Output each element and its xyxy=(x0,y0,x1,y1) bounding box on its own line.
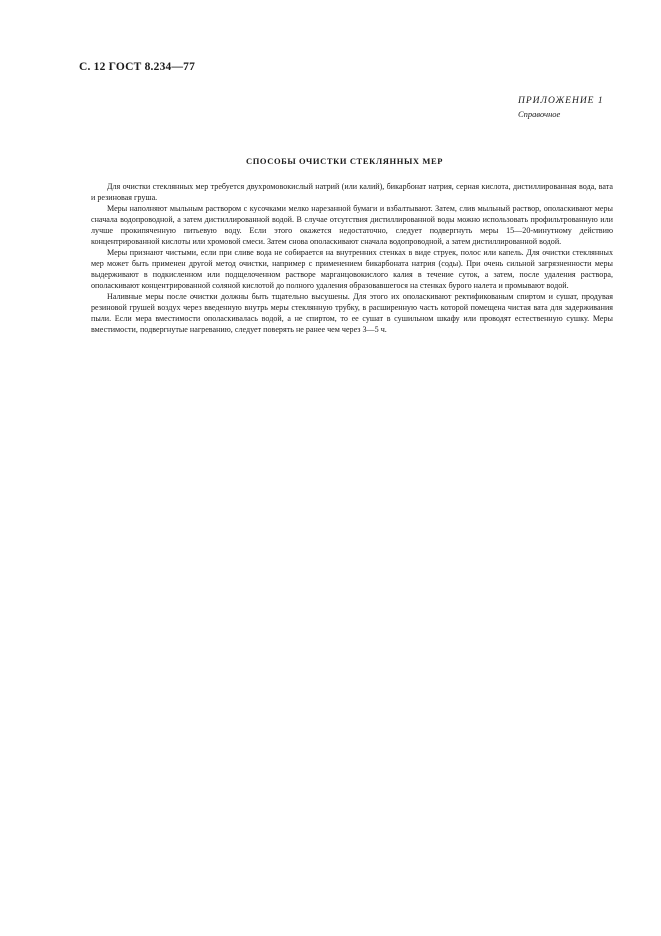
document-title: СПОСОБЫ ОЧИСТКИ СТЕКЛЯННЫХ МЕР xyxy=(245,156,444,166)
appendix-label: ПРИЛОЖЕНИЕ 1 xyxy=(518,96,604,106)
paragraph-2: Меры наполняют мыльным раствором с кусочками мелко нарезанной бумаги и взбалтывают. Затем, слив мыльный раствор, ополаскивают меры сначала водопроводной, а затем дистиллированной водой. В случае отсутствия дистиллированной воды можно использовать профильтрованную или лучше прокипяченную питьевую воду. Если этого окажется недостаточно, следует подвергнуть меры 15—20-минутному действию концентрированной кислоты или хромовой смеси. Затем снова ополаскивают сначала водопроводной, а затем дистиллированной водой. xyxy=(91,204,613,246)
paragraph-1: Для очистки стеклянных мер требуется двухромовокислый натрий (или калий), бикарбонат натрия, серная кислота, дистиллированная вода, вата и резиновая груша. xyxy=(91,182,613,202)
page-header: С. 12 ГОСТ 8.234—77 xyxy=(79,61,196,73)
appendix-type: Справочное xyxy=(518,109,561,119)
body-text xyxy=(91,181,613,335)
appendix-block xyxy=(495,96,615,119)
paragraph-4: Наливные меры после очистки должны быть тщательно высушены. Для этого их ополаскивают ректификованым спиртом и сушат, продувая резиновой грушей воздух через введенную внутрь меры стеклянную трубку, в расширенную часть которой помещена чистая вата для задерживания пыли. Если мера вместимости ополаскивалась водой, а не спиртом, то ее сушат в сушильном шкафу или проводят естественную сушку. Меры вместимости, подвергнутые нагреванию, следует поверять не ранее чем через 3—5 ч. xyxy=(91,292,613,334)
paragraph-3: Меры признают чистыми, если при сливе вода не собирается на внутренних стенках в виде струек, полос или капель. Для очистки стеклянных мер может быть применен другой метод очистки, например с применением бикарбоната натрия (соды). При очень сильной загрязненности меры выдерживают в подкисленном или подщелоченном растворе марганцовокислого калия в течение суток, а затем, после удаления раствора, ополаскивают концентрированной соляной кислотой до полного удаления образовавшегося на стенках бурого налета и промывают водой. xyxy=(91,248,613,290)
